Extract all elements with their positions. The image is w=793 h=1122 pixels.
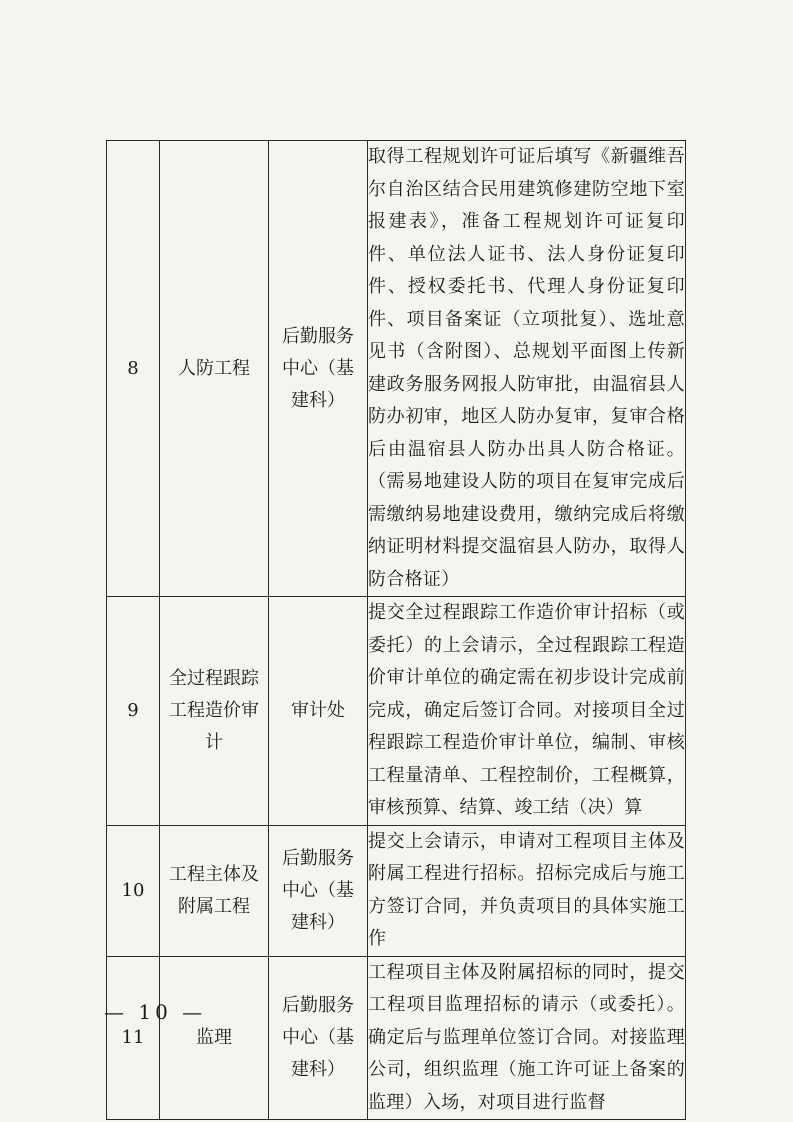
item-description: 工程项目主体及附属招标的同时，提交工程项目监理招标的请示（或委托）。确定后与监理单位签订合同。对接监理公司，组织监理（施工许可证上备案的监理）入场，对项目进行监督 — [368, 956, 686, 1120]
dept-text: 后勤服务中心（基建科） — [282, 325, 354, 411]
item-name-text: 工程主体及附属工程 — [169, 863, 259, 917]
row-number: 9 — [107, 597, 160, 826]
responsible-dept — [269, 825, 368, 956]
responsible-dept — [269, 597, 368, 826]
item-description: 提交全过程跟踪工作造价审计招标（或委托）的上会请示，全过程跟踪工程造价审计单位的确定需在初步设计完成前完成，确定后签订合同。对接项目全过程跟踪工程造价审计单位，编制、审核工程量清单、工程控制价，工程概算，审核预算、结算、竣工结（决）算 — [368, 597, 686, 826]
table-row — [107, 956, 686, 1120]
dept-text: 审计处 — [291, 699, 345, 721]
dept-text: 后勤服务中心（基建科） — [282, 847, 354, 933]
item-name-text: 全过程跟踪工程造价审计 — [169, 667, 259, 753]
responsible-dept — [269, 956, 368, 1120]
item-name — [160, 597, 269, 826]
row-number: 11 — [107, 956, 160, 1120]
item-description: 取得工程规划许可证后填写《新疆维吾尔自治区结合民用建筑修建防空地下室报建表》，准备工程规划许可证复印件、单位法人证书、法人身份证复印件、授权委托书、代理人身份证复印件、项目备案证（立项批复）、选址意见书（含附图）、总规划平面图上传新建政务服务网报人防审批，由温宿县人防办初审，地区人防办复审，复审合格后由温宿县人防办出具人防合格证。（需易地建设人防的项目在复审完成后需缴纳易地建设费用，缴纳完成后将缴纳证明材料提交温宿县人防办，取得人防合格证） — [368, 141, 686, 597]
row-number: 8 — [107, 141, 160, 597]
page-number: — 10 — — [104, 1000, 207, 1024]
item-name-text: 监理 — [196, 1026, 232, 1048]
table-row — [107, 597, 686, 826]
table-row — [107, 825, 686, 956]
dept-text: 后勤服务中心（基建科） — [282, 994, 354, 1080]
row-number: 10 — [107, 825, 160, 956]
procedure-table — [106, 140, 686, 1120]
item-name-text: 人防工程 — [178, 357, 250, 379]
item-name — [160, 825, 269, 956]
responsible-dept — [269, 141, 368, 597]
item-description: 提交上会请示，申请对工程项目主体及附属工程进行招标。招标完成后与施工方签订合同，并负责项目的具体实施工作 — [368, 825, 686, 956]
item-name — [160, 141, 269, 597]
table-row — [107, 141, 686, 597]
item-name — [160, 956, 269, 1120]
